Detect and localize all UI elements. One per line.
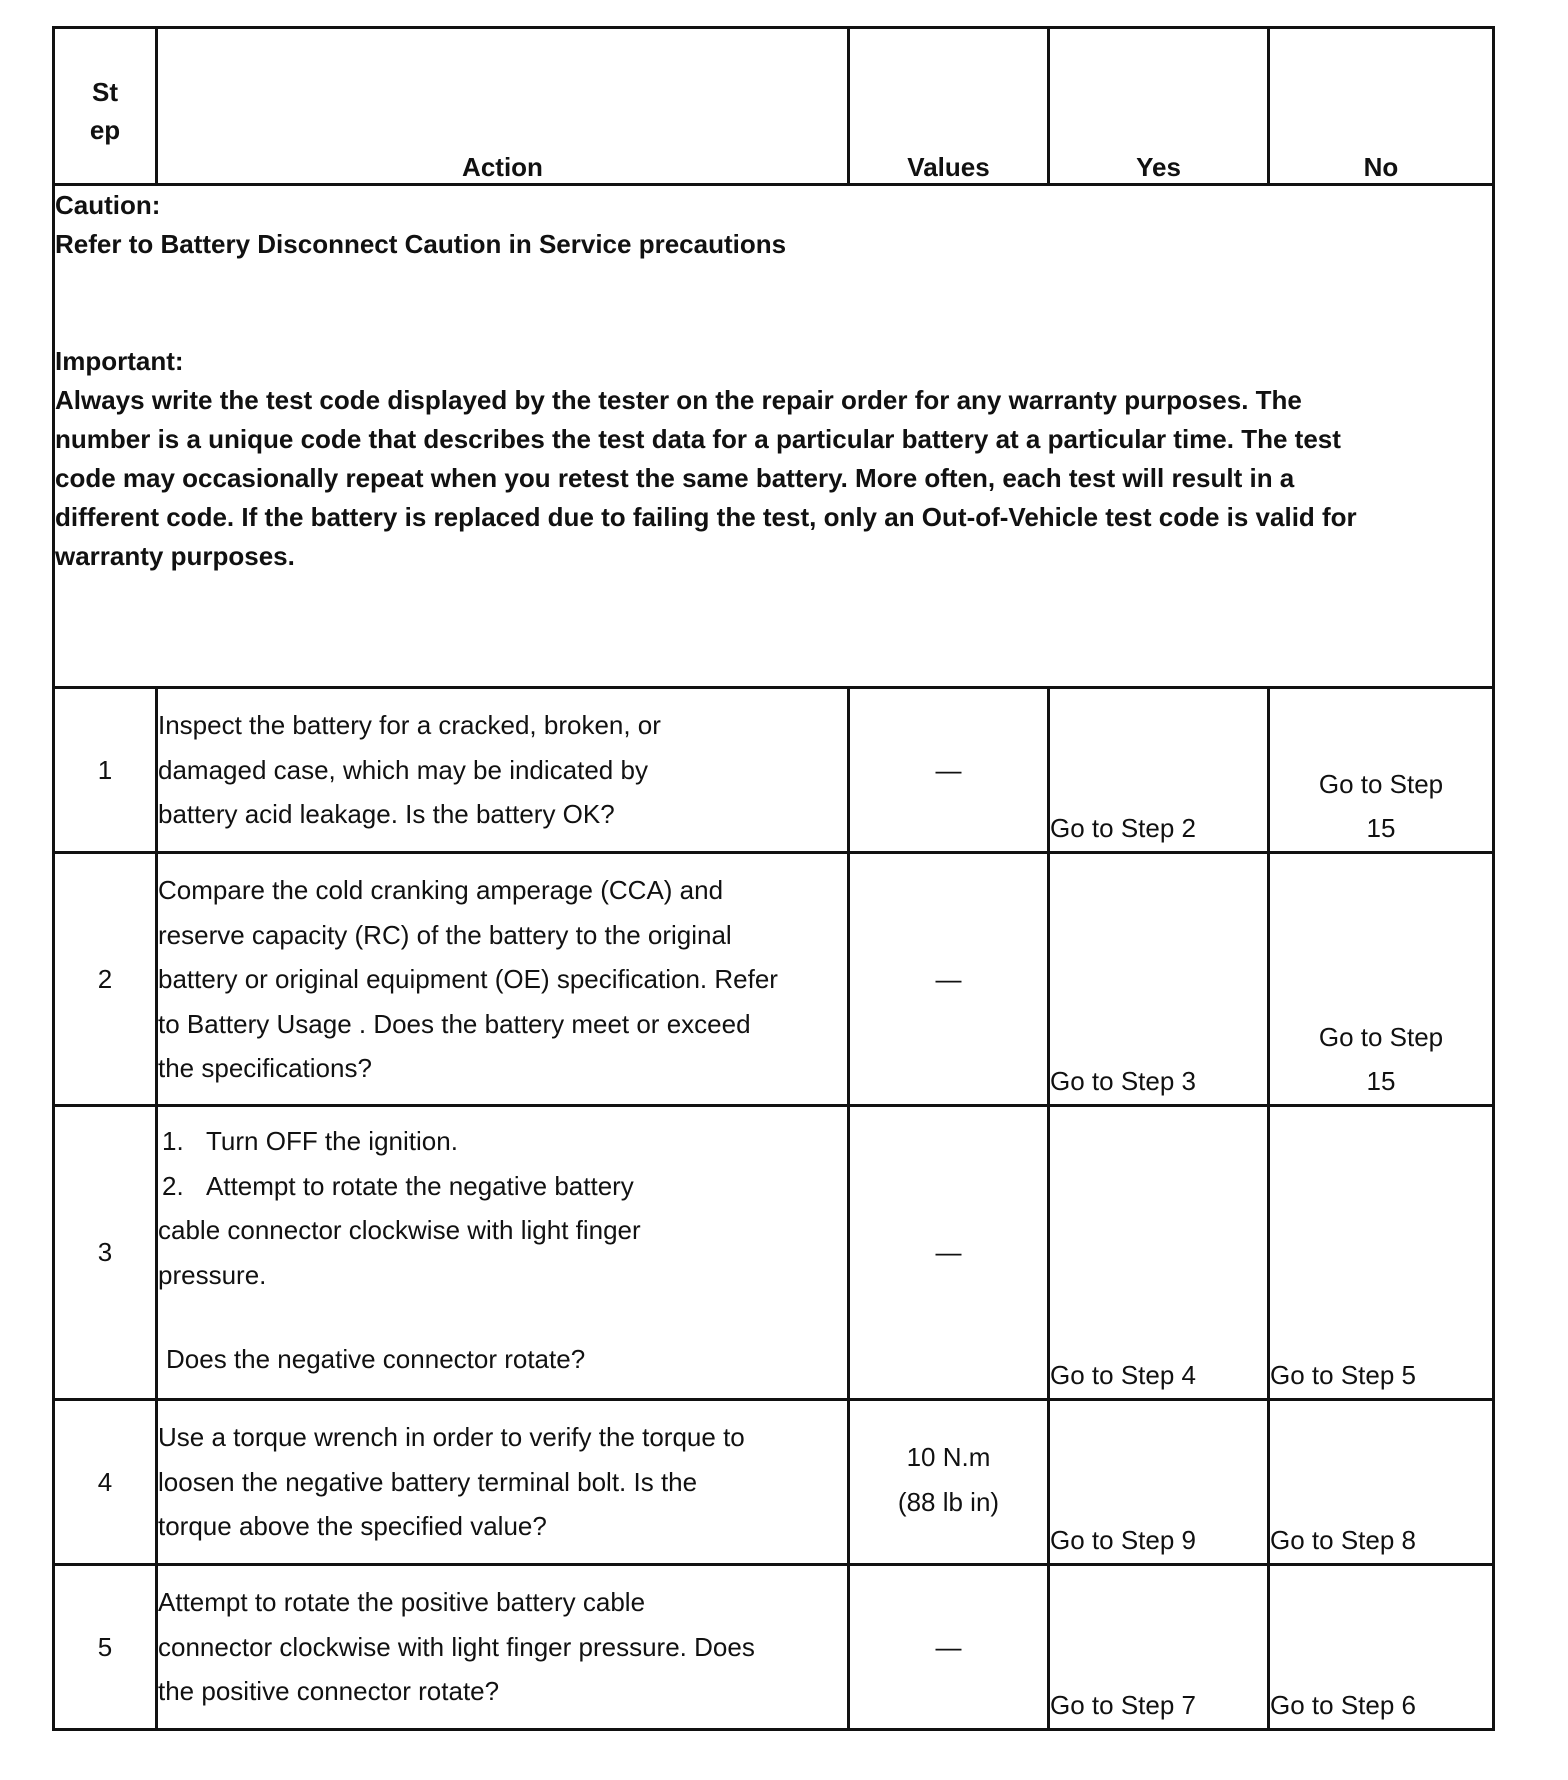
header-step-line1: St: [92, 77, 118, 107]
step-yes[interactable]: Go to Step 4: [1049, 1106, 1269, 1400]
step-number: 5: [54, 1565, 157, 1730]
notes-row: [54, 185, 1494, 688]
step-value: [849, 1400, 1049, 1565]
list-item-number: 1.: [162, 1126, 184, 1156]
header-row: [54, 28, 1494, 185]
list-item: [158, 1164, 847, 1209]
step-yes[interactable]: Go to Step 2: [1049, 688, 1269, 853]
header-step: [54, 28, 157, 185]
header-step-line2: ep: [89, 115, 121, 145]
step-yes[interactable]: Go to Step 7: [1049, 1565, 1269, 1730]
step-yes[interactable]: Go to Step 9: [1049, 1400, 1269, 1565]
list-item-number: 2.: [162, 1170, 184, 1201]
header-yes: Yes: [1049, 28, 1269, 185]
step-action: [157, 1106, 849, 1400]
step-action: [157, 853, 849, 1106]
step-value: —: [849, 853, 1049, 1106]
step-yes[interactable]: Go to Step 3: [1049, 853, 1269, 1106]
header-values: Values: [849, 28, 1049, 185]
list-item: [158, 1119, 847, 1164]
step-action: [157, 688, 849, 853]
step-no[interactable]: [1269, 853, 1494, 1106]
step-question: Does the negative connector rotate?: [166, 1344, 586, 1375]
important-text: Always write the test code displayed by the tester on the repair order for any warranty purposes. The number is a unique code that describes the test data for a particular battery at a particular time. The test code may occasionally repeat when you retest the same battery. More often, each test will result in a different code. If the battery is replaced due to failing the test, only an Out-of-Vehicle test code is valid for warranty purposes.: [55, 385, 1357, 571]
step-value: —: [849, 688, 1049, 853]
step-no[interactable]: Go to Step 8: [1269, 1400, 1494, 1565]
step-value: —: [849, 1106, 1049, 1400]
step-no[interactable]: Go to Step 5: [1269, 1106, 1494, 1400]
step-no[interactable]: [1269, 688, 1494, 853]
table-row: [54, 1565, 1494, 1730]
step-action-text: Attempt to rotate the positive battery cable connector clockwise with light finger pressure. Does the positive connector rotate?: [158, 1587, 755, 1707]
step-action-text: Use a torque wrench in order to verify the torque to loosen the negative battery terminal bolt. Is the torque above the specified value?: [158, 1422, 745, 1542]
table-row: [54, 853, 1494, 1106]
step-value: —: [849, 1565, 1049, 1730]
table-row: [54, 1106, 1494, 1400]
step-number: 4: [54, 1400, 157, 1565]
step-action-text: Compare the cold cranking amperage (CCA) and reserve capacity (RC) of the battery to the original battery or original equipment (OE) specification. Refer to Battery Usage . Does the battery meet or exceed the specifications?: [158, 875, 778, 1084]
step-number: 3: [54, 1106, 157, 1400]
step-number: 2: [54, 853, 157, 1106]
table-row: [54, 688, 1494, 853]
caution-title: Caution:: [55, 190, 161, 220]
spacer: [158, 1297, 847, 1337]
step-number: 1: [54, 688, 157, 853]
step-no-text[interactable]: Go to Step 15: [1318, 768, 1444, 844]
list-item-text: Turn OFF the ignition.: [206, 1126, 458, 1156]
header-no: No: [1269, 28, 1494, 185]
step-action: [157, 1565, 849, 1730]
step-action: [157, 1400, 849, 1565]
list-item-text: Attempt to rotate the negative battery: [206, 1170, 634, 1201]
step-no-text[interactable]: Go to Step 15: [1318, 1021, 1444, 1097]
step-action-continuation: cable connector clockwise with light finger pressure.: [158, 1215, 641, 1290]
note-spacer: [55, 264, 1492, 342]
important-title: Important:: [55, 346, 184, 376]
step-action-text: Inspect the battery for a cracked, broken, or damaged case, which may be indicated by battery acid leakage. Is the battery OK?: [158, 710, 661, 830]
diagnostic-table: [52, 26, 1495, 1731]
notes-cell: [54, 185, 1494, 688]
step-no[interactable]: Go to Step 6: [1269, 1565, 1494, 1730]
table-row: [54, 1400, 1494, 1565]
step-value-text: 10 N.m (88 lb in): [897, 1442, 1000, 1517]
header-action: Action: [157, 28, 849, 185]
caution-text: Refer to Battery Disconnect Caution in Service precautions: [55, 229, 787, 259]
